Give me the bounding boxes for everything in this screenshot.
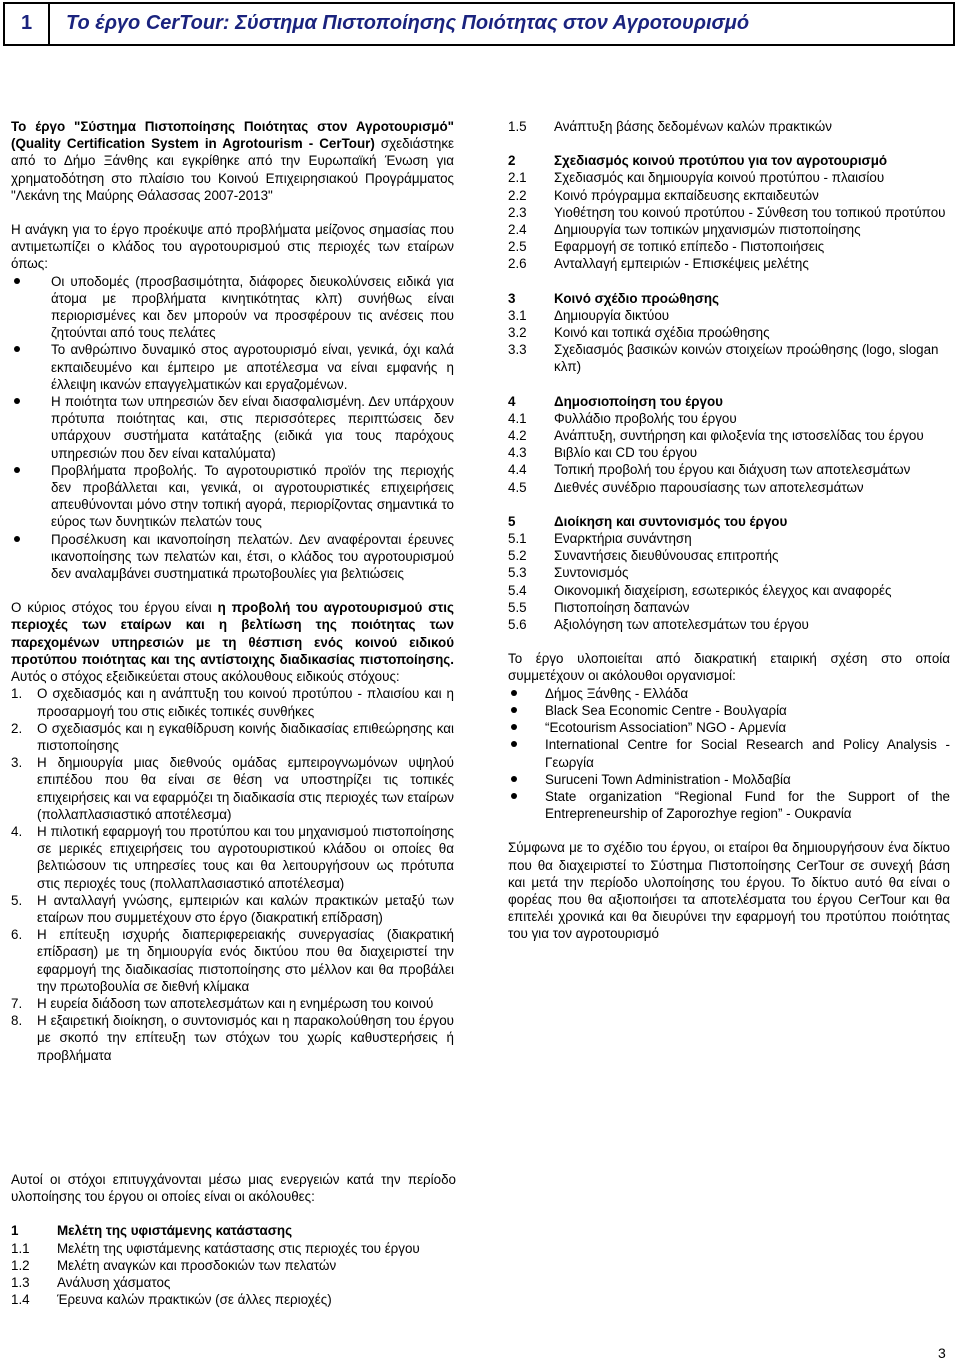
toc-number: 4.1: [508, 410, 527, 426]
objectives-list: [11, 685, 454, 1063]
toc-number: 5: [508, 513, 516, 529]
toc-item: [508, 616, 950, 633]
toc-item: [508, 187, 950, 204]
toc-text: Δημιουργία δικτύου: [554, 307, 670, 323]
toc-item: 1.1 Μελέτη της υφιστάμενης κατάστασης στις περιοχές του έργου: [11, 1240, 420, 1256]
toc-item: [508, 582, 950, 599]
toc-text: Βιβλίο και CD του έργου: [554, 445, 698, 461]
goal-post: Αυτός ο στόχος εξειδικεύεται στους ακόλουθους ειδικούς στόχους:: [11, 669, 400, 685]
section-header: [3, 2, 955, 46]
toc-item: 1 Μελέτη της υφιστάμενης κατάστασης: [11, 1223, 293, 1239]
toc-item: [508, 547, 950, 564]
toc-text: Ανάπτυξη βάσης δεδομένων καλών πρακτικών: [554, 119, 832, 134]
toc-number: 5.3: [508, 565, 527, 581]
toc-text: Πιστοποίηση δαπανών: [554, 599, 690, 615]
toc-text: Ανάπτυξη, συντήρηση και φιλοξενία της ιστοσελίδας του έργου: [554, 428, 924, 444]
partner-item: “Ecotourism Association” NGO - Αρμενία: [508, 719, 950, 736]
toc-item: [508, 479, 950, 496]
activities-list-continued: [508, 118, 950, 633]
toc-item: [508, 410, 950, 427]
need-paragraph: Η ανάγκη για το έργο προέκυψε από προβλήματα μείζονος σημασίας που αντιμετωπίζει ο κλάδος του αγροτουρισμού στις περιοχές των εταίρων όπως:: [11, 222, 454, 272]
toc-item: [508, 324, 950, 341]
partners-intro: Το έργο υλοποιείται από διακρατική εταιρική σχέση στο οποία συμμετέχουν οι ακόλουθοι οργανισμοί:: [508, 651, 950, 684]
bottom-section: [11, 1171, 456, 1308]
toc-item: 1.4 Έρευνα καλών πρακτικών (σε άλλες περιοχές): [11, 1292, 332, 1308]
toc-item: [508, 255, 950, 272]
objective-item: 4. Η πιλοτική εφαρμογή του προτύπου και του μηχανισμού πιστοποίησης σε μερικές επιχειρήσεις του αγροτουριστικού κλάδου οι οποίες θα βελτιώσουν τις υπηρεσίες τους και θα λειτουργήσουν ως πρότυπα στις περιοχές τους (πολλαπλασιαστικό αποτέλεσμα): [11, 823, 454, 891]
toc-number: 3.1: [508, 307, 527, 323]
partner-item: Suruceni Town Administration - Μολδαβία: [508, 771, 950, 788]
toc-text: Φυλλάδιο προβολής του έργου: [554, 410, 737, 426]
activities-list: [11, 1222, 456, 1308]
toc-item: 1.3 Ανάλυση χάσματος: [11, 1275, 171, 1291]
toc-text: Διεθνές συνέδριο παρουσίασης των αποτελεσμάτων: [554, 479, 864, 495]
closing-paragraph: Σύμφωνα με το σχέδιο του έργου, οι εταίροι θα δημιουργήσουν ένα δίκτυο που θα διαχειριστεί το Σύστημα Πιστοποίησης CerTour σε συνεχή βάση και μετά την περίοδο υλοποίησης του έργου. Το δίκτυο αυτό θα είναι ο φορέας που θα αξιοποιήσει τα αποτελέσματα του έργου CerTour και θα επιτελέι χρονικά και θα διευρύνει την εφαρμογή του προτύπου ποιότητας του για τον αγροτουρισμό: [508, 840, 950, 942]
toc-item: [508, 530, 950, 547]
toc-text: Αξιολόγηση των αποτελεσμάτων του έργου: [554, 617, 809, 633]
toc-number: 3.3: [508, 342, 527, 358]
toc-number: 5.6: [508, 617, 527, 633]
partners-list: [508, 685, 950, 823]
goal-paragraph: [11, 599, 454, 685]
partner-item: International Centre for Social Research and Policy Analysis - Γεωργία: [508, 736, 950, 770]
partner-item: State organization “Regional Fund for the Support of the Entrepreneurship of Zaporozhye region” - Ουκρανία: [508, 788, 950, 822]
toc-item: [508, 513, 950, 530]
objective-item: 2. Ο σχεδιασμός και η εγκαθίδρυση κοινής διαδικασίας επιθεώρησης και πιστοποίησης: [11, 720, 454, 753]
objective-item: 6. Η επίτευξη ισχυρής διαπεριφερειακής συνεργασίας (διακρατική επίδραση) με τη δημιουργία ενός δικτύου που θα διαχειριστεί την εφαρμογή της διαδικασίας πιστοποίησης στο μέλλον και θα προβάλει την πρωτοβουλία σε διεθνή κλίμακα: [11, 927, 454, 994]
problem-item: Το ανθρώπινο δυναμικό στος αγροτουρισμό είναι, γενικά, όχι καλά εκπαιδευμένο και έμπειρο με αποτέλεσμα να είναι εμφανής η έλλειψη ικανών επαγγελματικών και εργαζομένων.: [11, 341, 454, 393]
toc-item: [508, 152, 950, 169]
section-title: Το έργο CerTour: Σύστημα Πιστοποίησης Ποιότητας στον Αγροτουρισμό: [66, 12, 750, 35]
toc-text: Δημοσιοποίηση του έργου: [554, 393, 723, 409]
toc-text: Οικονομική διαχείριση, εσωτερικός έλεγχος και αναφορές: [554, 582, 892, 598]
toc-text: Ανταλλαγή εμπειριών - Επισκέψεις μελέτης: [554, 256, 809, 272]
toc-number: 4.5: [508, 479, 527, 495]
toc-number: 1.5: [508, 119, 527, 134]
toc-number: 2.2: [508, 187, 527, 203]
objective-item: 5. Η ανταλλαγή γνώσης, εμπειριών και καλών πρακτικών μεταξύ των εταίρων που συμμετέχουν στο έργο (διακρατική επίδραση): [11, 892, 454, 925]
problem-item: Η ποιότητα των υπηρεσιών δεν είναι διασφαλισμένη. Δεν υπάρχουν πρότυπα ποιότητας και, στις περισσότερες περιπτώσεις δεν υπάρχουν συστήματα κατάταξης (ειδικά για τους παρόχους υπηρεσιών που δεν είναι καταλύματα): [11, 393, 454, 462]
objective-item: 7. Η ευρεία διάδοση των αποτελεσμάτων και η ενημέρωση του κοινού: [11, 995, 434, 1011]
toc-text: Τοπική προβολή του έργου και διάχυση των αποτελεσμάτων: [554, 462, 911, 478]
problem-item: Οι υποδομές (προσβασιμότητα, διάφορες διευκολύνσεις ειδικά για άτομα με προβλήματα κινητικότητας κλπ) συνήθως είναι περιορισμένες και δεν μπορούν να προσφέρουν τις ανέσεις που ζητούνται από τους πελάτες: [11, 273, 454, 342]
problem-list: [11, 273, 454, 583]
toc-text: Σχεδιασμός και δημιουργία κοινού προτύπου - πλαισίου: [554, 170, 885, 186]
toc-number: 2.6: [508, 256, 527, 272]
problem-item: Προσέλκυση και ικανοποίηση πελατών. Δεν αναφέρονται έρευνες ικανοποίησης των πελατών και, έτσι, ο κλάδος του αγροτουρισμού δεν αναλαμβάνει συστηματικά πρωτοβουλίες για βελτιώσεις: [11, 531, 454, 583]
toc-item: [508, 307, 950, 324]
intro-rest: σχεδιάστηκε από το Δήμο Ξάνθης και εγκρίθηκε από την Ευρωπαϊκή Ένωση για χρηματοδότηση στο πλαίσιο του Κοινού Επιχειρησιακού Προγράμματος "Λεκάνη της Μαύρης Θάλασσας 2007-2013": [11, 136, 454, 203]
toc-number: 5.5: [508, 599, 527, 615]
toc-number: 5.4: [508, 582, 527, 598]
objective-item: 3. Η δημιουργία μιας διεθνούς ομάδας εμπειρογνωμόνων υψηλού επιπέδου που θα είναι σε θέση να υποστηρίζει τις τοπικές επιχειρήσεις και να εφαρμόζει τη διαδικασία στις περιοχές των εταίρων (πολλαπλασιαστικό αποτέλεσμα): [11, 755, 454, 822]
toc-item: [508, 290, 950, 307]
toc-number: 5.1: [508, 531, 527, 547]
toc-text: Δημιουργία των τοπικών μηχανισμών πιστοποίησης: [554, 222, 861, 238]
partner-item: Δήμος Ξάνθης - Ελλάδα: [508, 685, 950, 702]
toc-number: 4.3: [508, 445, 527, 461]
toc-item: [508, 169, 950, 186]
objective-item: 8. Η εξαιρετική διοίκηση, ο συντονισμός και η παρακολούθηση του έργου με σκοπό την επίτευξη των στόχων του χωρίς καθυστερήσεις ή προβλήματα: [11, 1013, 454, 1063]
toc-item: [508, 118, 950, 135]
partner-item: Black Sea Economic Centre - Βουλγαρία: [508, 702, 950, 719]
toc-number: 5.2: [508, 548, 527, 564]
toc-item: [508, 444, 950, 461]
toc-number: 3.2: [508, 325, 527, 341]
toc-number: 3: [508, 290, 516, 306]
toc-text: Εφαρμογή σε τοπικό επίπεδο - Πιστοποιήσεις: [554, 239, 825, 255]
toc-text: Συντονισμός: [554, 565, 629, 581]
toc-item: [508, 341, 950, 375]
toc-text: Κοινό και τοπικά σχέδια προώθησης: [554, 325, 770, 341]
toc-number: 4.2: [508, 428, 527, 444]
toc-item: [508, 393, 950, 410]
toc-text: Σχεδιασμός κοινού προτύπου για τον αγροτουρισμό: [554, 153, 888, 169]
goal-bold: η προβολή του αγροτουρισμού στις περιοχές των εταίρων και η βελτίωση της ποιότητας των παρεχομένων υπηρεσιών με τη θέσπιση ενός κοινού ειδικού προτύπου ποιότητας και της αντίστοιχης διαδικασίας πιστοποίησης.: [11, 600, 454, 667]
toc-item: 1.2 Μελέτη αναγκών και προσδοκιών των πελατών: [11, 1257, 337, 1273]
toc-item: [508, 599, 950, 616]
toc-number: 2.4: [508, 222, 527, 238]
page-number: 3: [938, 1345, 946, 1361]
toc-item: [508, 204, 950, 221]
right-column: [508, 118, 950, 943]
toc-text: Συναντήσεις διευθύνουσας επιτροπής: [554, 548, 779, 564]
toc-item: [508, 238, 950, 255]
problem-item: Προβλήματα προβολής. Το αγροτουριστικό προϊόν της περιοχής δεν προβάλλεται και, γενικά, οι αγροτουριστικές επιχειρήσεις απευθύνονται μόνο στην τοπική αγορά, περιορίζοντας σημαντικά το εύρος των δυνητικών πελατών τους: [11, 462, 454, 531]
toc-item: [508, 427, 950, 444]
toc-text: Κοινό πρόγραμμα εκπαίδευσης εκπαιδευτών: [554, 187, 819, 203]
toc-item: [508, 564, 950, 581]
intro-bold: Το έργο "Σύστημα Πιστοποίησης Ποιότητας στον Αγροτουρισμό" (Quality Certification System in Agrotourism - CerTour): [11, 119, 454, 152]
left-column: [11, 118, 454, 1064]
activities-intro: Αυτοί οι στόχοι επιτυγχάνονται μέσω μιας ενεργειών κατά την περίοδο υλοποίησης του έργου οι οποίες είναι οι ακόλουθες:: [11, 1172, 456, 1205]
toc-text: Υιοθέτηση του κοινού προτύπου - Σύνθεση του τοπικού προτύπου: [554, 204, 946, 220]
toc-text: Σχεδιασμός βασικών κοινών στοιχείων προώθησης (logo, slogan κλπ): [554, 342, 939, 375]
toc-item: [508, 461, 950, 478]
toc-number: 4: [508, 393, 516, 409]
toc-text: Εναρκτήρια συνάντηση: [554, 531, 692, 547]
goal-pre: Ο κύριος στόχος του έργου είναι: [11, 600, 218, 616]
toc-number: 2: [508, 153, 516, 169]
intro-paragraph: [11, 118, 454, 204]
toc-text: Διοίκηση και συντονισμός του έργου: [554, 513, 788, 529]
toc-number: 2.5: [508, 239, 527, 255]
objective-item: 1. Ο σχεδιασμός και η ανάπτυξη του κοινού προτύπου - πλαισίου και η προσαρμογή του στις ειδικές τοπικές συνθήκες: [11, 686, 454, 719]
toc-number: 2.1: [508, 170, 527, 186]
toc-number: 2.3: [508, 204, 527, 220]
toc-number: 4.4: [508, 462, 527, 478]
toc-text: Κοινό σχέδιο προώθησης: [554, 290, 720, 306]
toc-item: [508, 221, 950, 238]
section-number: 1: [5, 4, 50, 44]
